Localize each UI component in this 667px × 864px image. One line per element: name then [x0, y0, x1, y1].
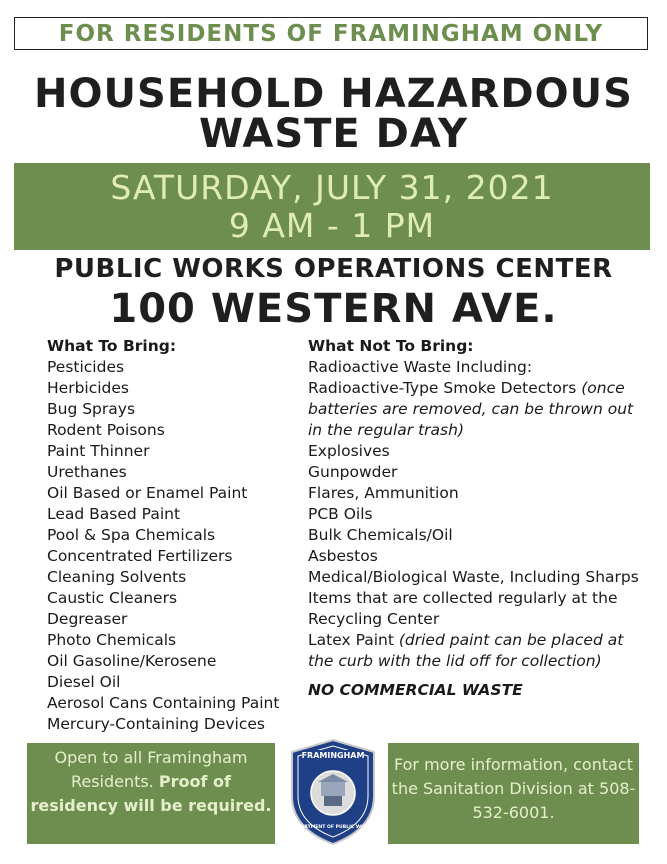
- contact-info-box: For more information, contact the Sanitation Division at 508-532-6001.: [388, 743, 639, 844]
- not-bring-item: [308, 378, 643, 441]
- bring-item: Oil Gasoline/Kerosene: [47, 652, 217, 670]
- seal-top-text: FRAMINGHAM: [301, 751, 365, 760]
- not-bring-item-text: Gunpowder: [308, 463, 398, 481]
- bring-item: Mercury-Containing Devices: [47, 715, 265, 733]
- not-bring-item: [308, 504, 643, 525]
- not-bring-item: [308, 588, 643, 630]
- what-not-to-bring-list: [308, 336, 643, 701]
- not-bring-item-text: PCB Oils: [308, 505, 373, 523]
- not-bring-item-text: Items that are collected regularly at the Recycling Center: [308, 589, 618, 628]
- title-line-2: WASTE DAY: [199, 111, 468, 157]
- venue-address: 100 WESTERN AVE.: [109, 286, 558, 332]
- bring-item: Bug Sprays: [47, 400, 136, 418]
- proof-of-residency-text: Proof of residency will be required.: [30, 772, 272, 815]
- title-line-1: HOUSEHOLD HAZARDOUS: [34, 71, 633, 117]
- bring-item: Photo Chemicals: [47, 631, 177, 649]
- not-bring-item: [308, 483, 643, 504]
- not-bring-item-text: Asbestos: [308, 547, 378, 565]
- what-to-bring-list: [47, 336, 297, 735]
- not-bring-item-text: Radioactive-Type Smoke Detectors: [308, 379, 582, 397]
- not-bring-item-note: (dried paint can be placed at the curb with the lid off for collection): [308, 631, 624, 670]
- bring-item: Oil Based or Enamel Paint: [47, 484, 248, 502]
- date-band: [14, 163, 650, 250]
- not-bring-item: [308, 525, 643, 546]
- not-bring-item-text: Latex Paint: [308, 631, 399, 649]
- bring-item: Degreaser: [47, 610, 128, 628]
- bring-item: Cleaning Solvents: [47, 568, 187, 586]
- not-bring-item: [308, 546, 643, 567]
- not-bring-item: [308, 357, 643, 378]
- bring-item: Caustic Cleaners: [47, 589, 178, 607]
- bring-item: Paint Thinner: [47, 442, 150, 460]
- not-bring-item: [308, 630, 643, 672]
- bring-item: Pesticides: [47, 358, 125, 376]
- what-not-to-bring-heading: What Not To Bring:: [308, 337, 474, 355]
- what-to-bring-heading: What To Bring:: [47, 337, 177, 355]
- venue-name: PUBLIC WORKS OPERATIONS CENTER: [54, 254, 613, 284]
- venue: [0, 252, 667, 332]
- residents-info-box: [27, 743, 275, 844]
- not-bring-item-text: Medical/Biological Waste, Including Sharps: [308, 568, 639, 586]
- event-time: 9 AM - 1 PM: [228, 206, 436, 245]
- not-bring-item: [308, 567, 643, 588]
- bring-item: Aerosol Cans Containing Paint: [47, 694, 280, 712]
- bring-item: Diesel Oil: [47, 673, 121, 691]
- bring-item: Rodent Poisons: [47, 421, 165, 439]
- not-bring-item-text: Bulk Chemicals/Oil: [308, 526, 453, 544]
- residents-only-banner: FOR RESIDENTS OF FRAMINGHAM ONLY: [14, 17, 648, 50]
- not-bring-item-text: Flares, Ammunition: [308, 484, 459, 502]
- dpw-seal-logo: [288, 738, 378, 846]
- bring-item: Lead Based Paint: [47, 505, 181, 523]
- bring-item: Concentrated Fertilizers: [47, 547, 233, 565]
- seal-bottom-text: DEPARTMENT OF PUBLIC WORKS: [290, 825, 376, 830]
- not-bring-item-text: Explosives: [308, 442, 390, 460]
- not-bring-item: [308, 462, 643, 483]
- bring-item: Urethanes: [47, 463, 127, 481]
- not-bring-item-text: Radioactive Waste Including:: [308, 358, 533, 376]
- event-date: SATURDAY, JULY 31, 2021: [110, 168, 554, 207]
- residents-open-text: Open to all Framingham Residents.: [54, 748, 248, 791]
- not-bring-item-note: (once batteries are removed, can be thrown out in the regular trash): [308, 379, 634, 439]
- page-title: [0, 71, 667, 157]
- no-commercial-waste-note: NO COMMERCIAL WASTE: [308, 681, 523, 699]
- bring-item: Pool & Spa Chemicals: [47, 526, 216, 544]
- not-bring-item: [308, 441, 643, 462]
- bring-item: Herbicides: [47, 379, 129, 397]
